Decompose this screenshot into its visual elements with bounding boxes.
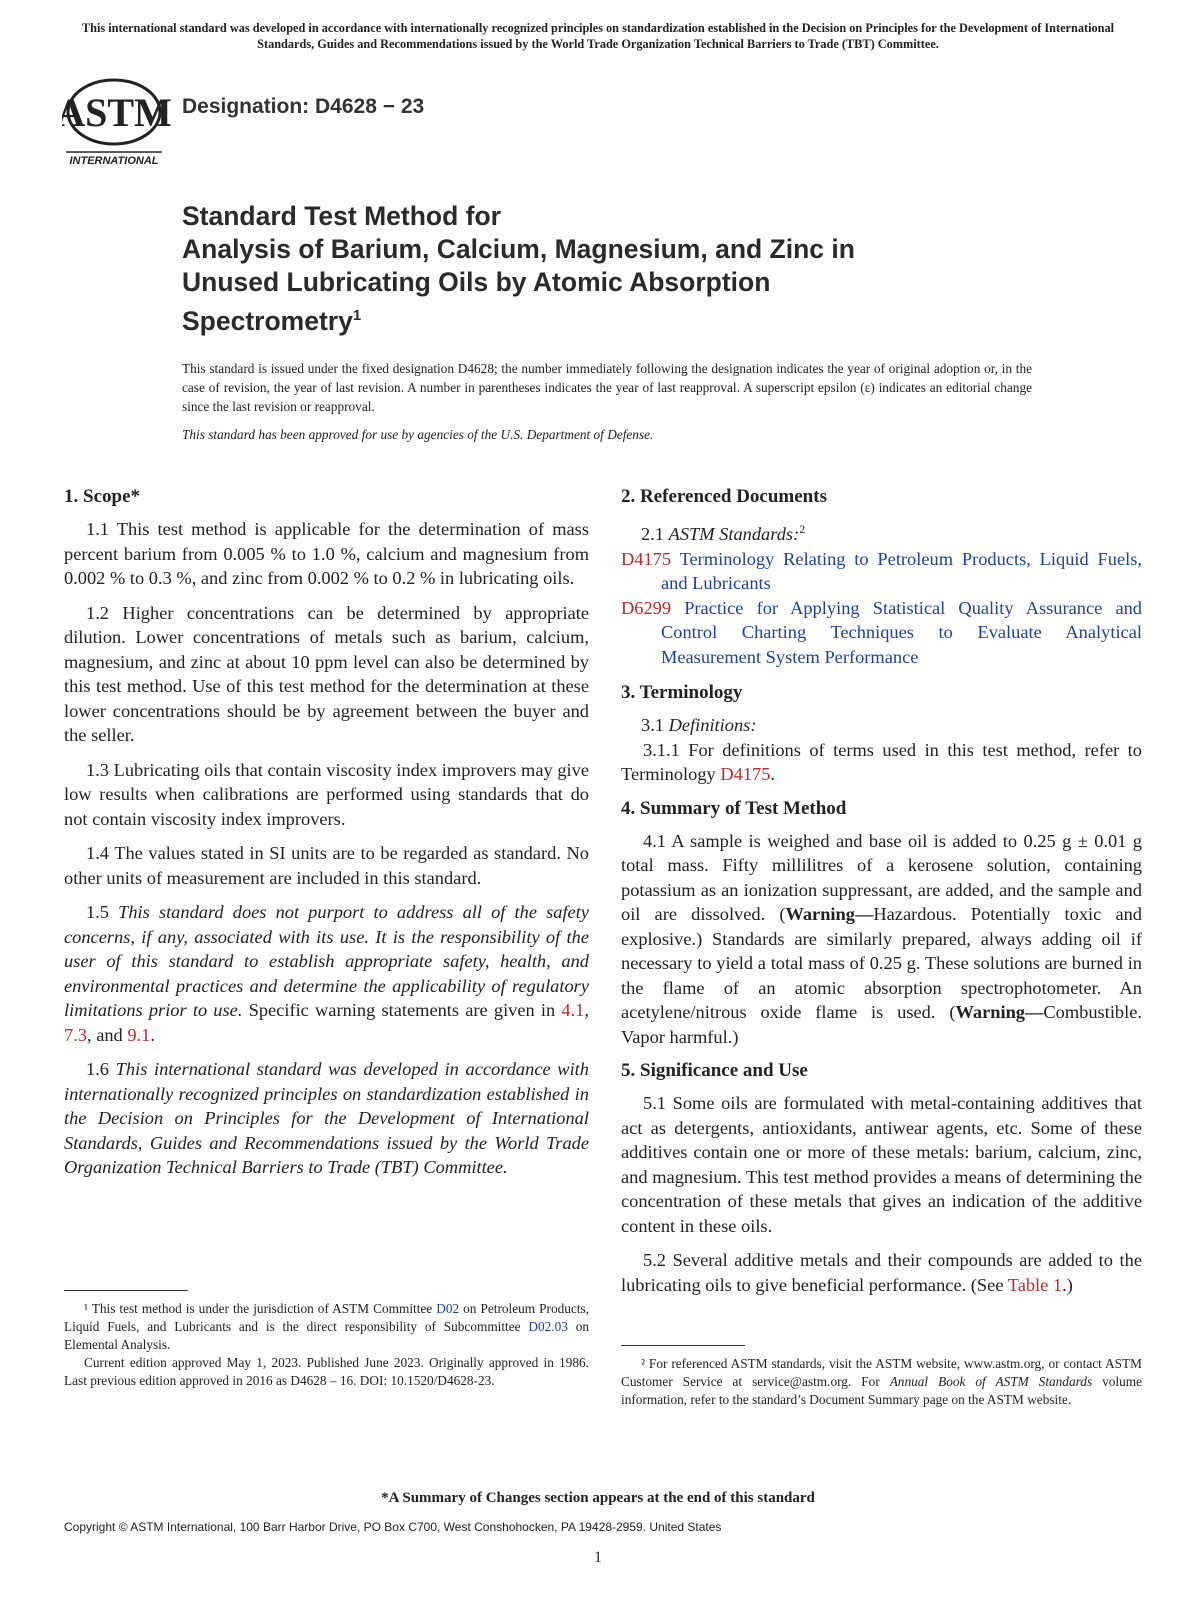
issued-note: This standard is issued under the fixed designation D4628; the number immediately following the designation indicates the year of original adoption or, in the case of revision, the year of last revision. A number in parentheses indicates the year of last reapproval. A superscript epsilon (ε) indicates an editorial change since the last revision or reapproval. — [182, 361, 1032, 414]
summary-of-changes-note: *A Summary of Changes section appears at the end of this standard — [381, 1490, 815, 1506]
left-column — [64, 485, 589, 1190]
title-footnote-mark: 1 — [352, 307, 362, 324]
link-d02[interactable]: D02 — [436, 1301, 460, 1316]
para-1-2: 1.2 Higher concentrations can be determined by appropriate dilution. Lower concentrations of metals such as barium, calcium, magnesium, and zinc at about 10 ppm level can also be determined by this test method. Use of this test method for the determination at these lower concentrations should be by agreement between the buyer and the seller. — [64, 602, 589, 745]
footnote-2-text: ² For referenced ASTM standards, visit the ASTM website, www.astm.org, or contact ASTM Customer Service at service@astm.org. For Annual Book of ASTM Standards volume information, refer to the standard’s Document Summary page on the ASTM website. — [621, 1356, 1142, 1407]
title-line-3: Unused Lubricating Oils by Atomic Absorption — [182, 267, 771, 297]
svg-text:INTERNATIONAL: INTERNATIONAL — [69, 155, 159, 167]
ref-d6299[interactable]: D6299 Practice for Applying Statistical Quality Assurance and Control Charting Techniques to Evaluate Analytical Measurement System Performance — [621, 597, 1142, 667]
section-4-heading: 4. Summary of Test Method — [621, 797, 847, 819]
link-d02-03[interactable]: D02.03 — [528, 1319, 568, 1334]
ref-d4175[interactable]: D4175 Terminology Relating to Petroleum Products, Liquid Fuels, and Lubricants — [621, 548, 1142, 594]
para-1-6: 1.6 This international standard was developed in accordance with internationally recognized principles on standardization established in the Decision on Principles for the Development of International Standards, Guides and Recommendations issued by the World Trade Organization Technical Barriers to Trade (TBT) Committee. — [64, 1059, 589, 1177]
document-title — [182, 200, 1032, 338]
top-notice: This international standard was developed in accordance with internationally recognized principles on standardization established in the Decision on Principles for the Development of International Standards, Guides and Recommendations issued by the World Trade Organization Technical Barriers to Trade (TBT) Committee. — [81, 21, 1115, 51]
section-5-heading: 5. Significance and Use — [621, 1060, 808, 1082]
section-1-heading: 1. Scope* — [64, 486, 140, 507]
para-3-1: 3.1 Definitions: — [641, 715, 757, 736]
title-line-4: Spectrometry — [182, 305, 353, 336]
footnote-1 — [64, 1300, 589, 1390]
link-7-3[interactable]: 7.3 — [64, 1024, 87, 1045]
para-5-1: 5.1 Some oils are formulated with metal-containing additives that act as detergents, antioxidants, antiwear agents, etc. Some of these additives contain one or more of these metals: barium, calcium, zinc, and magnesium. This test method provides a means of determining the concentration of these metals that gives an indication of the additive content in these oils. — [621, 1093, 1142, 1236]
footnote-1-text: ¹ This test method is under the jurisdiction of ASTM Committee D02 on Petroleum Products, Liquid Fuels, and Lubricants and is the direct responsibility of Subcommittee D02.03 on Elemental Analysis. — [64, 1301, 589, 1352]
footnote-2 — [621, 1355, 1142, 1409]
para-1-5: 1.5 This standard does not purport to address all of the safety concerns, if any, associated with its use. It is the responsibility of the user of this standard to establish appropriate safety, health, and environmental practices and determine the applicability of regulatory limitations prior to use. Specific warning statements are given in 4.1, 7.3, and 9.1. — [64, 902, 589, 1045]
page-number: 1 — [594, 1549, 602, 1566]
designation: Designation: D4628 − 23 — [182, 95, 425, 118]
para-4-1: 4.1 A sample is weighed and base oil is added to 0.25 g ± 0.01 g total mass. Fifty millilitres of a kerosene solution, containing potassium as an ionization suppressant, are added, and the sample and oil are dissolved. (Warning—Hazardous. Potentially toxic and explosive.) Standards are similarly prepared, always adding oil if necessary to yield a total mass of 0.25 g. These solutions are burned in the flame of an atomic absorption spectrophotometer. An acetylene/nitrous oxide flame is used. (Warning—Combustible. Vapor harmful.) — [621, 830, 1143, 1047]
link-table-1[interactable]: Table 1 — [1007, 1274, 1063, 1295]
section-3-heading: 3. Terminology — [621, 682, 743, 704]
footnote-1-edition: Current edition approved May 1, 2023. Published June 2023. Originally approved in 1986. Last previous edition approved in 2016 as D4628 – 16. DOI: 10.1520/D4628-23. — [64, 1355, 589, 1388]
astm-logo — [62, 70, 172, 170]
title-line-2: Analysis of Barium, Calcium, Magnesium, and Zinc in — [182, 234, 855, 264]
para-2-1: 2.1 ASTM Standards:$^2$ — [641, 522, 806, 545]
link-4-1[interactable]: 4.1 — [561, 1000, 585, 1020]
para-5-2: 5.2 Several additive metals and their compounds are added to the lubricating oils to give beneficial performance. (See Table 1.) — [621, 1250, 1142, 1295]
svg-text:ASTM: ASTM — [62, 90, 172, 135]
para-3-1-1: 3.1.1 For definitions of terms used in this test method, refer to Terminology D4175. — [621, 739, 1142, 785]
copyright: Copyright © ASTM International, 100 Barr Harbor Drive, PO Box C700, West Conshohocken, PA 19428-2959. United States — [64, 1520, 722, 1534]
right-column — [621, 485, 1142, 1307]
footnote-rule-left — [64, 1290, 188, 1291]
para-1-1: 1.1 This test method is applicable for the determination of mass percent barium from 0.005 % to 1.0 %, calcium and magnesium from 0.002 % to 0.3 %, and zinc from 0.002 % to 0.2 % in lubricating oils. — [64, 519, 589, 588]
dod-note: This standard has been approved for use by agencies of the U.S. Department of Defense. — [182, 427, 654, 442]
link-d4175[interactable]: D4175 — [720, 764, 771, 785]
section-2-heading: 2. Referenced Documents — [621, 486, 827, 507]
title-line-1: Standard Test Method for — [182, 201, 501, 231]
link-9-1[interactable]: 9.1 — [127, 1024, 151, 1045]
para-1-3: 1.3 Lubricating oils that contain viscosity index improvers may give low results when calibrations are performed using standards that do not contain viscosity index improvers. — [64, 759, 589, 829]
para-1-4: 1.4 The values stated in SI units are to be regarded as standard. No other units of measurement are included in this standard. — [64, 843, 589, 888]
footnote-rule-right — [621, 1345, 745, 1346]
